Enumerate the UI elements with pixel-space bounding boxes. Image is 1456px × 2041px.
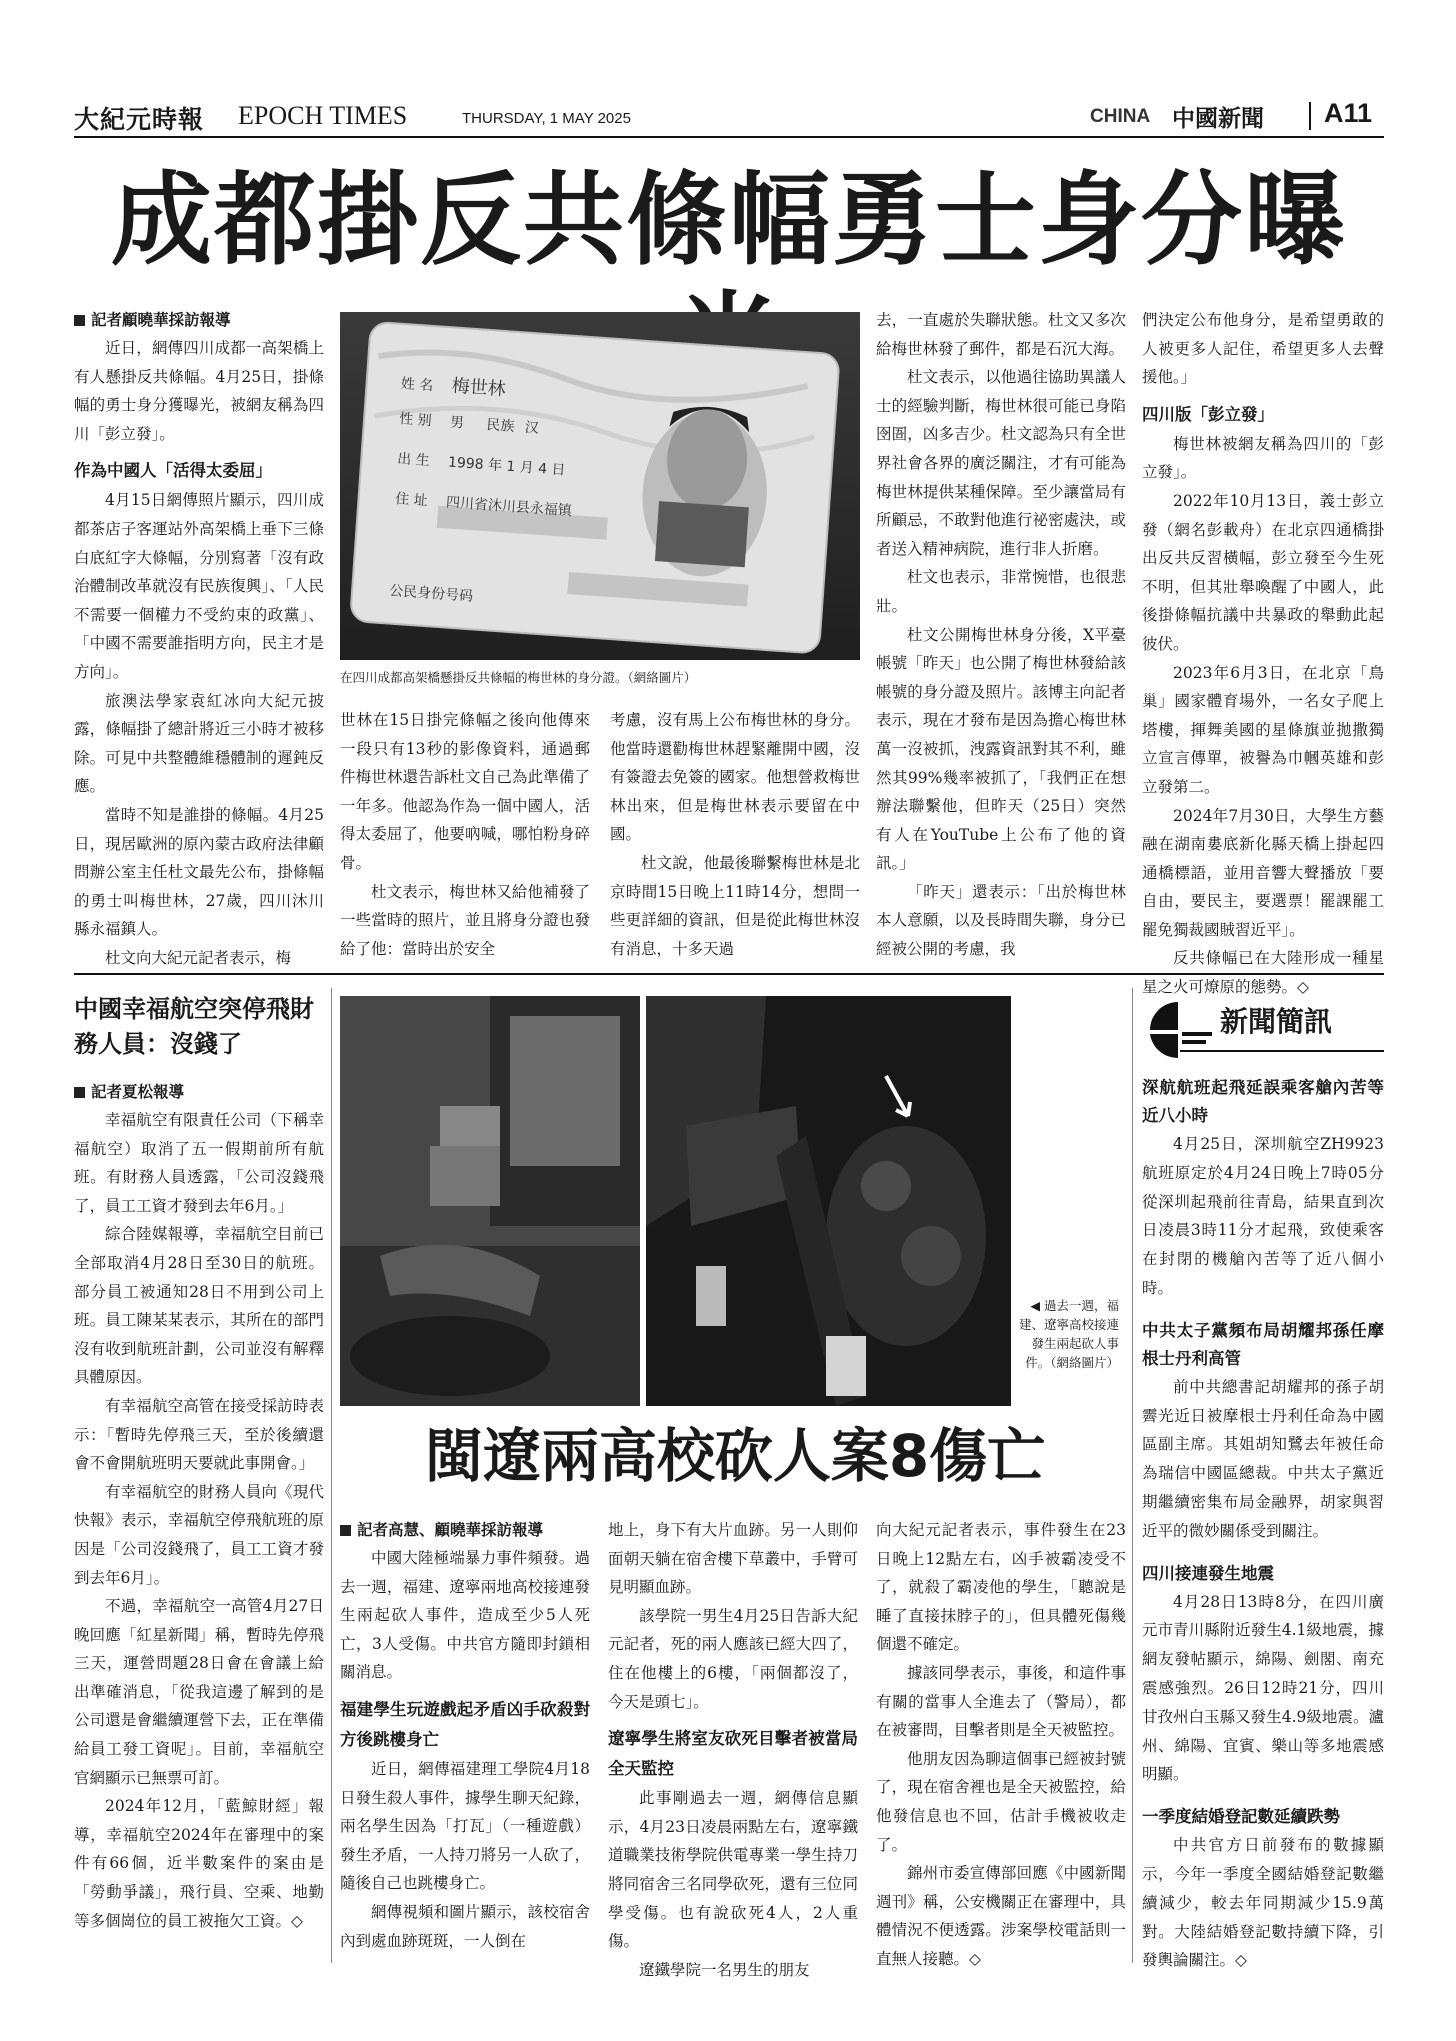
airline-byline: 記者夏松報導 bbox=[74, 1078, 324, 1106]
id-sex: 男 bbox=[449, 414, 465, 432]
id-addr-label: 住 址 bbox=[394, 490, 429, 510]
briefs-header bbox=[1142, 996, 1384, 1064]
stabbing-column-1 bbox=[340, 1516, 590, 1968]
brief-item bbox=[1142, 1074, 1384, 1303]
main-col5-paragraph: 反共條幅已在大陸形成一種星星之火可燎原的態勢。◇ bbox=[1142, 949, 1384, 997]
main-col5-paragraph: 2023年6月3日，在北京「鳥巢」國家體育場外，一名女子爬上塔樓，揮舞美國的星條旗並拋撒獨立宣言傳單，被譽為巾幗英雄和彭立發第二。 bbox=[1142, 663, 1384, 796]
id-birth-label: 出 生 bbox=[396, 450, 431, 470]
stabbing-column-2 bbox=[608, 1516, 858, 1979]
main-col4-paragraph: 杜文表示，以他過往協助異議人士的經驗判斷，梅世林很可能已身陷囹圄，凶多吉少。杜文認為只有全世界社會各界的廣泛關注，才有可能為梅世林提供某種保障。至少讓當局有所顧忌，不敢對他進行祕密處決，或者送入精神病院，進行非人折磨。 bbox=[876, 368, 1126, 558]
main-col1-subhead: 作為中國人「活得太委屈」 bbox=[74, 461, 272, 481]
brief-headline: 中共太子黨頻布局胡耀邦孫任摩根士丹利高管 bbox=[1142, 1320, 1384, 1368]
airline-paragraph: 有幸福航空的財務人員向《現代快報》表示，幸福航空停飛航班的原因是「公司沒錢飛了，員工工資才發到去年6月」。 bbox=[74, 1482, 324, 1587]
briefs-title: 新聞簡訊 bbox=[1220, 1005, 1333, 1038]
stabbing-col2-paragraph: 地上，身下有大片血跡。另一人則仰面朝天躺在宿舍樓下草叢中，手臂可見明顯血跡。 bbox=[608, 1521, 858, 1597]
id-card-photo bbox=[340, 312, 860, 660]
id-name-label: 姓 名 bbox=[400, 375, 434, 395]
brief-item bbox=[1142, 1803, 1384, 1975]
stabbing-col1-paragraph: 網傳視頻和圖片顯示，該校宿舍內到處血跡斑斑，一人倒在 bbox=[340, 1902, 590, 1950]
main-col4-paragraph: 去，一直處於失聯狀態。杜文又多次給梅世林發了郵件，都是石沉大海。 bbox=[876, 311, 1126, 358]
section-divider bbox=[74, 973, 1384, 975]
main-col1-paragraph: 4月15日網傳照片顯示，四川成都茶店子客運站外高架橋上垂下三條白底紅字大條幅，分別寫著「沒有政治體制改革就沒有民族復興」、「人民不需要一個權力不受約束的政黨」、「中國不需要誰指明方向，民主才是方向」。 bbox=[74, 491, 324, 681]
main-col1-paragraph: 當時不知是誰掛的條幅。4月25日，現居歐洲的原內蒙古政府法律顧問辦公室主任杜文最先公布，掛條幅的勇士叫梅世林，27歲，四川沐川縣永福鎮人。 bbox=[74, 805, 324, 939]
masthead-date: THURSDAY, 1 MAY 2025 bbox=[462, 110, 631, 127]
stabbing-photo-right bbox=[646, 996, 1011, 1406]
stabbing-col3-paragraph: 錦州市委宣傳部回應《中國新聞週刊》稱，公安機關正在審理中，具體情況不便透露。涉案學校電話則一直無人接聽。◇ bbox=[876, 1864, 1126, 1968]
stabbing-col2-paragraph: 該學院一男生4月25日告訴大紀元記者，死的兩人應該已經大四了，住在他樓上的6樓，「兩個都沒了，今天是頭七」。 bbox=[608, 1606, 858, 1711]
main-col1-paragraph: 旅澳法學家袁紅冰向大紀元披露，條幅掛了總計將近三小時才被移除。可見中共整體維穩體制的遲鈍反應。 bbox=[74, 691, 324, 796]
stabbing-col1-subhead: 福建學生玩遊戲起矛盾凶手砍殺對方後跳樓身亡 bbox=[340, 1699, 590, 1749]
id-sex-label: 性 别 bbox=[398, 410, 433, 430]
main-col1-paragraph: 杜文向大紀元記者表示，梅 bbox=[105, 948, 292, 967]
id-addr: 四川省沐川县永福镇 bbox=[445, 494, 573, 520]
page-number: A11 bbox=[1324, 98, 1373, 128]
section-zh: 中國新聞 bbox=[1172, 106, 1264, 132]
main-col4-paragraph: 杜文公開梅世林身分後，X平臺帳號「昨天」也公開了梅世林發給該帳號的身分證及照片。該博主向記者表示，現在才發布是因為擔心梅世林萬一沒被抓，洩露資訊對其不利，雖然其99%幾率被抓了，「我們正在想辦法聯繫他，但昨天（25日）突然有人在YouTube上公布了他的資訊。」 bbox=[876, 625, 1126, 873]
airline-paragraph: 2024年12月，「藍鯨財經」報導，幸福航空2024年在審理中的案件有66個，近半數案件的案由是「勞動爭議」，飛行員、空乘、地勤等多個崗位的員工被拖欠工資。◇ bbox=[74, 1797, 324, 1930]
main-col5-paragraph: 們決定公布他身分，是希望勇敢的人被更多人記住，希望更多人去聲援他。」 bbox=[1142, 311, 1384, 387]
main-col5-paragraph: 2022年10月13日，義士彭立發（網名彭載舟）在北京四通橋掛出反共反習橫幅，彭立發至今生死不明，但其壯舉喚醒了中國人，此後掛條幅抗議中共暴政的舉動此起彼伏。 bbox=[1142, 491, 1384, 653]
main-column-1 bbox=[74, 306, 324, 967]
brief-headline: 一季度結婚登記數延續跌勢 bbox=[1142, 1807, 1340, 1827]
id-photo-caption: 在四川成都高架橋懸掛反共條幅的梅世林的身分證。（網絡圖片） bbox=[340, 670, 697, 685]
main-col2-para-1: 世林在15日掛完條幅之後向他傳來一段只有13秒的影像資料，通過郵件梅世林還告訴杜文自己為此準備了一年多。他認為作為一個中國人，活得太委屈了，他要吶喊，哪怕粉身碎骨。 bbox=[340, 711, 590, 872]
stabbing-headline: 閩遼兩高校砍人案8傷亡 bbox=[424, 1422, 1046, 1490]
stabbing-column-3 bbox=[876, 1516, 1126, 1968]
masthead bbox=[74, 98, 1384, 138]
airline-paragraph: 綜合陸媒報導，幸福航空目前已全部取消4月28日至30日的航班。部分員工被通知28日不用到公司上班。員工陳某某表示，其所在的部門沒有收到航班計劃，公司並沒有解釋具體原因。 bbox=[74, 1225, 324, 1387]
brief-item bbox=[1142, 1317, 1384, 1546]
stabbing-col3-paragraph: 據該同學表示，事後，和這件事有關的當事人全進去了（警局），都在被審問，目擊者則是全天被監控。 bbox=[876, 1663, 1126, 1740]
briefs-column bbox=[1142, 1074, 1384, 1968]
stabbing-byline: 記者高慧、顧曉華採訪報導 bbox=[340, 1516, 590, 1544]
airline-headline: 中國幸福航空突停飛財務人員：沒錢了 bbox=[74, 995, 314, 1058]
airline-paragraph: 不過，幸福航空一高管4月27日晚回應「紅星新聞」稱，暫時先停飛三天，運營問題28日會在會議上給出準確消息，「從我這邊了解到的是公司還是會繼續運營下去，正在準備給員工發工資呢」。目前，幸福航空官網顯示已無票可訂。 bbox=[74, 1597, 324, 1787]
airline-paragraph: 有幸福航空高管在接受採訪時表示：「暫時先停飛三天，至於後續還會不會開航班明天要就此事開會。」 bbox=[74, 1396, 324, 1473]
stabbing-col1-paragraph: 近日，網傳福建理工學院4月18日發生殺人事件，據學生聊天紀錄，兩名學生因為「打瓦」（一種遊戲）發生矛盾，一人持刀將另一人砍了，隨後自己也跳樓身亡。 bbox=[340, 1759, 590, 1893]
main-col5-paragraph: 2024年7月30日，大學生方藝融在湖南婁底新化縣天橋上掛起四通橋標語，並用音響大聲播放「要自由，要民主，要選票！罷課罷工罷免獨裁國賊習近平」。 bbox=[1142, 806, 1384, 939]
id-ethnic-label: 民族 bbox=[485, 417, 515, 436]
airline-column-rule bbox=[331, 988, 332, 1963]
masthead-divider bbox=[1309, 102, 1311, 130]
airline-column bbox=[74, 1078, 324, 1968]
main-col5-paragraph: 梅世林被網友稱為四川的「彭立發」。 bbox=[1142, 434, 1384, 482]
section-en: CHINA bbox=[1090, 106, 1151, 127]
briefs-header-rule bbox=[1180, 1050, 1384, 1052]
id-name: 梅世林 bbox=[451, 375, 507, 401]
main-column-4 bbox=[876, 306, 1126, 961]
brief-body: 4月25日，深圳航空ZH9923航班原定於4月24日晚上7時05分從深圳起飛前往青島，結果直到次日凌晨3時11分才起飛，致使乘客在封閉的機艙內苦等了近八個小時。 bbox=[1142, 1135, 1384, 1297]
brief-body: 中共官方日前發布的數據顯示，今年一季度全國結婚登記數繼續減少，較去年同期減少15.9萬對。大陸結婚登記數持續下降，引發輿論關注。◇ bbox=[1142, 1836, 1384, 1970]
main-col4-paragraph: 「昨天」還表示：「出於梅世林本人意願，以及長時間失聯，身分已經被公開的考慮，我 bbox=[876, 882, 1126, 959]
stabbing-col2-subhead: 遼寧學生將室友砍死目擊者被當局全天監控 bbox=[608, 1729, 858, 1779]
masthead-brand: EPOCH TIMES bbox=[238, 101, 408, 130]
briefs-column-rule bbox=[1132, 988, 1133, 1963]
main-col4-paragraph: 杜文也表示，非常惋惜，也很悲壯。 bbox=[876, 568, 1126, 615]
main-column-3 bbox=[610, 706, 860, 961]
stabbing-photo-left bbox=[340, 996, 640, 1406]
stabbing-col3-paragraph: 向大紀元記者表示，事件發生在23日晚上12點左右，凶手被霸凌受不了，就殺了霸凌他的學生，「聽說是睡了直接抹脖子的」，但具體死傷幾個還不確定。 bbox=[876, 1521, 1126, 1654]
brief-body: 前中共總書記胡耀邦的孫子胡霽光近日被摩根士丹利任命為中國區副主席。其姐胡知鷺去年被任命為瑞信中國區總裁。中共太子黨近期繼續密集布局金融界，胡家與習近平的微妙關係受到關注。 bbox=[1142, 1377, 1384, 1540]
stabbing-photo-caption: ◀ 過去一週，福建、遼寧高校接連發生兩起砍人事件。（網絡圖片） bbox=[1019, 1298, 1120, 1370]
page-headline: 成都掛反共條幅勇士身分曝 bbox=[110, 160, 1347, 279]
stabbing-col1-paragraph: 中國大陸極端暴力事件頻發。過去一週，福建、遼寧兩地高校接連發生兩起砍人事件，造成至少5人死亡，3人受傷。中共官方隨即封鎖相關消息。 bbox=[340, 1549, 590, 1682]
id-ethnic: 汉 bbox=[524, 419, 540, 437]
main-col2-para-2: 杜文表示，梅世林又給他補發了一些當時的照片，並且將身分證也發給了他：當時出於安全 bbox=[340, 882, 590, 958]
main-column-5 bbox=[1142, 306, 1384, 997]
main-col3-para-2: 杜文說，他最後聯繫梅世林是北京時間15日晚上11時14分，想問一些更詳細的資訊，但是從此梅世林沒有消息，十多天過 bbox=[610, 853, 860, 958]
id-number-label: 公民身份号码 bbox=[388, 582, 474, 605]
airline-paragraph: 幸福航空有限責任公司（下稱幸福航空）取消了五一假期前所有航班。有財務人員透露，「公司沒錢飛了，員工工資才發到去年6月。」 bbox=[74, 1111, 324, 1215]
main-column-2 bbox=[340, 706, 590, 961]
main-byline: 記者顧曉華採訪報導 bbox=[74, 306, 324, 334]
masthead-logo: 大紀元時報 bbox=[74, 105, 205, 134]
stabbing-col2-paragraph: 此事剛過去一週，網傳信息顯示，4月23日凌晨兩點左右，遼寧鐵道職業技術學院供電專業一學生持刀將同宿舍三名同學砍死，還有三位同學受傷。也有說砍死4人，2人重傷。 bbox=[608, 1789, 858, 1951]
brief-item bbox=[1142, 1560, 1384, 1790]
masthead-rule bbox=[74, 136, 1384, 138]
stabbing-col3-paragraph: 他朋友因為聊這個事已經被封號了，現在宿舍裡也是全天被監控，給他發信息也不回，估計手機被收走了。 bbox=[876, 1749, 1126, 1854]
main-col1-paragraph: 近日，網傳四川成都一高架橋上有人懸掛反共條幅。4月25日，掛條幅的勇士身分獲曝光，被網友稱為四川「彭立發」。 bbox=[74, 339, 324, 443]
main-col5-subhead: 四川版「彭立發」 bbox=[1142, 404, 1274, 424]
main-col3-para-1: 考慮，沒有馬上公布梅世林的身分。他當時還勸梅世林趕緊離開中國，沒有簽證去免簽的國家。他想營救梅世林出來，但是梅世林表示要留在中國。 bbox=[610, 711, 860, 844]
stabbing-col2-paragraph: 遼鐵學院一名男生的朋友 bbox=[639, 1960, 810, 1979]
brief-headline: 深航航班起飛延誤乘客艙內苦等近八小時 bbox=[1142, 1078, 1384, 1125]
brief-headline: 四川接連發生地震 bbox=[1142, 1563, 1274, 1583]
brief-body: 4月28日13時8分，在四川廣元市青川縣附近發生4.1級地震，據網友發帖顯示，綿陽、劍閣、南充震感強烈。26日12時21分，四川甘孜州白玉縣又發生4.9級地震。瀘州、綿陽、宜賓、樂山等多地震感明顯。 bbox=[1142, 1592, 1384, 1784]
id-birth: 1998 年 1 月 4 日 bbox=[447, 454, 566, 479]
